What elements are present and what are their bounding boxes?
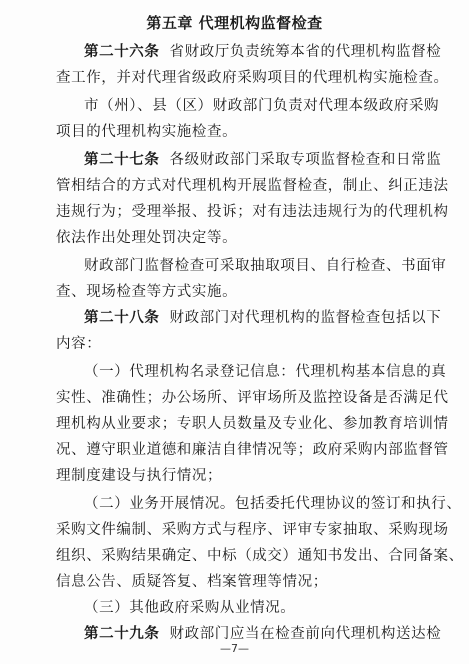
article-line [56, 308, 454, 328]
text-line [56, 362, 454, 382]
line-text: 财政部门应当在检查前向代理机构送达检 [169, 626, 442, 642]
chapter-title: 第五章 代理机构监督检查 [146, 14, 323, 32]
text-line [56, 466, 426, 486]
line-text: 依法作出处理处罚决定等。 [56, 230, 238, 246]
line-text: 实性、准确性；办公场所、评审场所及监控设备是否满足代 [56, 390, 449, 406]
line-text: 财政部门对代理机构的监督检查包括以下 [169, 310, 442, 326]
text-line [56, 520, 449, 540]
article-number: 第二十九条 [84, 626, 160, 642]
text-line [56, 334, 426, 354]
line-text: 违规行为；受理举报、投诉；对有违法违规行为的代理机构 [56, 204, 449, 220]
text-line [56, 282, 426, 302]
text-line [56, 598, 454, 618]
line-text: 况、遵守职业道德和廉洁自律情况等；政府采购内部监督管 [56, 442, 449, 458]
text-line [56, 68, 449, 88]
line-text: 查工作，并对代理省级政府采购项目的代理机构实施检查。 [56, 70, 449, 86]
text-line [56, 176, 449, 196]
article-number: 第二十七条 [84, 152, 160, 168]
text-line [56, 122, 426, 142]
line-text: 采购文件编制、采购方式与程序、评审专家抽取、采购现场 [56, 522, 449, 538]
text-line [56, 228, 426, 248]
line-text: 查、现场检查等方式实施。 [56, 284, 238, 300]
text-line [56, 388, 449, 408]
line-text: 省财政厅负责统筹本省的代理机构监督检 [169, 44, 442, 60]
article-line [56, 42, 454, 62]
text-line [56, 414, 449, 434]
line-text: 项目的代理机构实施检查。 [56, 124, 238, 140]
text-line [56, 256, 454, 276]
line-text: 理制度建设与执行情况； [56, 468, 223, 484]
text-line [56, 202, 449, 222]
line-text: 内容： [56, 336, 102, 352]
text-line [56, 572, 426, 592]
article-line [56, 150, 454, 170]
line-text: 信息公告、质疑答复、档案管理等情况； [56, 574, 328, 590]
line-text: 财政部门监督检查可采取抽取项目、自行检查、书面审 [84, 258, 447, 274]
line-text: 市（州）、县（区）财政部门负责对代理本级政府采购 [84, 98, 440, 114]
page-number: —7— [220, 642, 249, 655]
text-line [56, 440, 449, 460]
text-line [56, 96, 454, 116]
article-number: 第二十六条 [84, 44, 160, 60]
text-line [56, 494, 462, 514]
line-text: （一）代理机构名录登记信息：代理机构基本信息的真 [84, 364, 447, 380]
line-text: 管相结合的方式对代理机构开展监督检查，制止、纠正违法 [56, 178, 449, 194]
line-text: （三）其他政府采购从业情况。 [84, 600, 296, 616]
line-text: 组织、采购结果确定、中标（成交）通知书发出、合同备案、 [56, 548, 464, 564]
line-text: 理机构从业要求；专职人员数量及专业化、参加教育培训情 [56, 416, 449, 432]
line-text: （二）业务开展情况。包括委托代理协议的签订和执行、 [84, 496, 462, 512]
line-text: 各级财政部门采取专项监督检查和日常监 [169, 152, 442, 168]
article-line [56, 624, 454, 644]
article-number: 第二十八条 [84, 310, 160, 326]
text-line [56, 546, 464, 566]
